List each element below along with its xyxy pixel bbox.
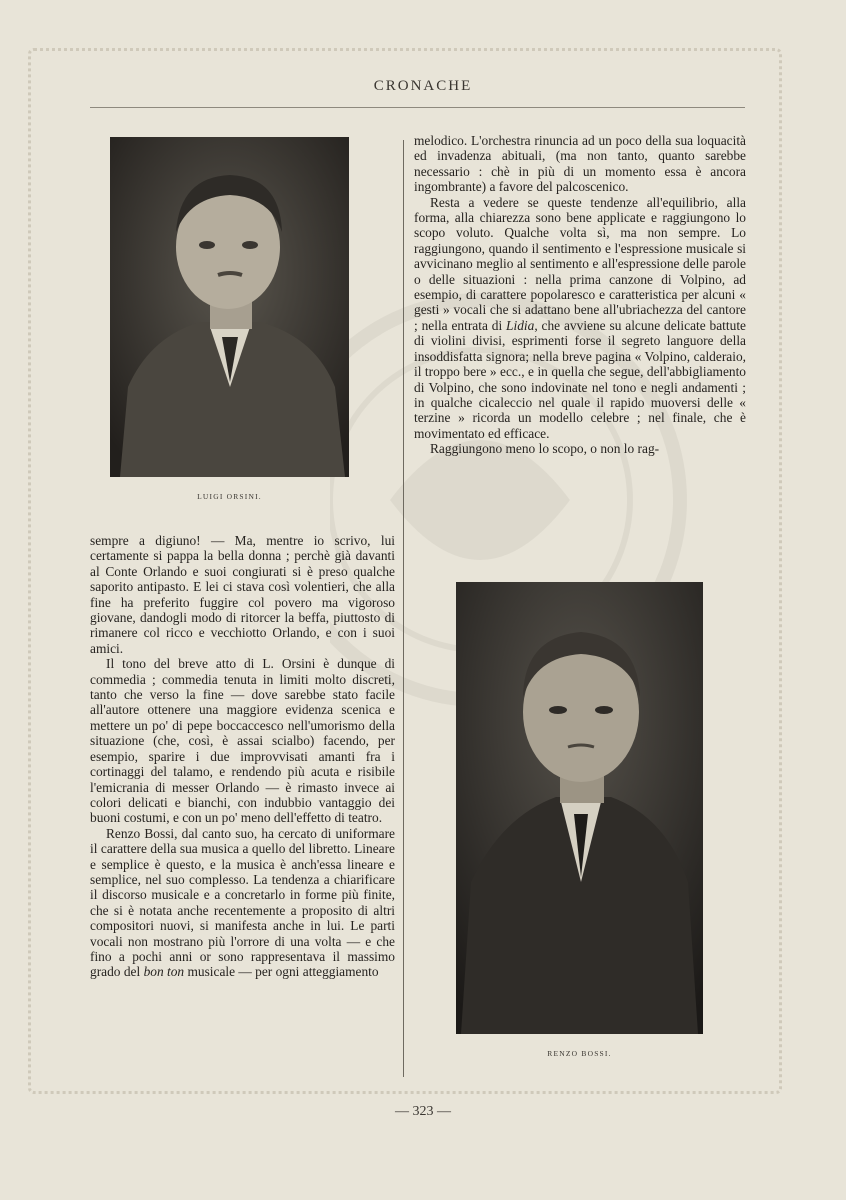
- portrait-renzo-bossi: [456, 582, 703, 1034]
- page-number: — 323 —: [395, 1104, 451, 1119]
- portrait-luigi-orsini: [110, 137, 349, 477]
- header-rule: [90, 107, 745, 108]
- paragraph: Raggiungono meno lo scopo, o non lo rag-: [430, 441, 660, 457]
- paragraph: [90, 826, 395, 980]
- right-column: [414, 133, 746, 457]
- paragraph-text: Renzo Bossi, dal canto suo, ha cercato di uniformare il carattere della sua musica a quello del libretto. Lineare e semplice è questo, e la musica è anch'essa lineare e semplice, nel suo complesso. La tendenza a chiarificare il discorso musicale e a concretarlo in forme più finite, che si è notata anche recentemente a proposito di altri compositori nuovi, si manifesta anche in lui. Le parti vocali non mostrano più l'orrore di una volta — e che fino a pochi anni or sono rappresentava il massimo grado del: [90, 825, 395, 980]
- paragraph-text: , che avviene su alcune delicate battute di violini divisi, esprimenti forse il segreto languore della insoddisfatta signora; nella breve pagina « Volpino, calderaio, il troppo bere » ecc., e in quella che segue, dell'abbigliamento di Volpino, che sono indovinate nel tono e negli andamenti ; in qualche cicaleccio nel quale il rapido muoversi delle « terzine » ricorda un modello celebre ; nel finale, che è movimentato ed efficace.: [414, 317, 746, 441]
- paragraph: melodico. L'orchestra rinuncia ad un poco della sua loquacità ed invadenza abituali, (ma non tanto, quanto sarebbe necessario : chè in più di un momento essa è ancora ingombrante) a favore del palcoscenico.: [414, 133, 746, 195]
- italic-term: Lidia: [506, 317, 535, 333]
- paragraph: [414, 195, 746, 442]
- paragraph: Il tono del breve atto di L. Orsini è dunque di commedia ; commedia tenuta in limiti molto discreti, tanto che verso la fine — dove sarebbe stato facile all'autore ottenere una maggiore evidenza scenica e mettere un po' di pepe boccaccesco nell'umorismo della situazione (che, così, è assai scialbo) facendo, per esempio, sparire i due improvvisati amanti fra i cortinaggi del talamo, e rendendo più acuta e risibile l'emicrania di messer Orlando — è rimasto invece ai colori delicati e bianchi, con indubbio vantaggio dei buoni costumi, e con un po' meno dell'effetto di teatro.: [90, 656, 395, 826]
- left-column: [90, 533, 395, 980]
- running-head: CRONACHE: [373, 78, 473, 94]
- portrait-orsini-drawing: [110, 137, 349, 477]
- italic-term: bon ton: [143, 964, 185, 980]
- paragraph-text: musicale — per ogni atteggiamento: [187, 964, 379, 980]
- column-divider: [403, 140, 404, 1077]
- paragraph-text: Resta a vedere se queste tendenze all'equilibrio, alla forma, alla chiarezza sono bene applicate e raggiungono lo scopo voluto. Qualche volta sì, ma non sempre. Lo raggiungono, quando il sentimento e l'espressione musicale si avvicinano meglio al sentimento e all'espressione delle parole o delle situazioni : nella prima canzone di Volpino, ad esempio, di carattere popolaresco e caratteristica per alcuni « gesti » vocali che si adattano bene all'ubriachezza del cantore ; nella entrata di: [414, 194, 746, 333]
- paragraph: sempre a digiuno! — Ma, mentre io scrivo, lui certamente si pappa la bella donna ; perchè già davanti al Conte Orlando e suoi congiurati si è preso qualche saporito antipasto. E lei ci stava così volentieri, che alla fine ha preferito fuggire col povero ma vigoroso giovane, dandogli modo di ritorcer la beffa, piuttosto di rimanere col ricco e vecchiotto Orlando, e con i suoi amici.: [90, 533, 395, 656]
- portrait-bossi-drawing: [456, 582, 703, 1034]
- caption-renzo-bossi: RENZO BOSSI.: [547, 1049, 612, 1058]
- caption-luigi-orsini: LUIGI ORSINI.: [197, 492, 262, 501]
